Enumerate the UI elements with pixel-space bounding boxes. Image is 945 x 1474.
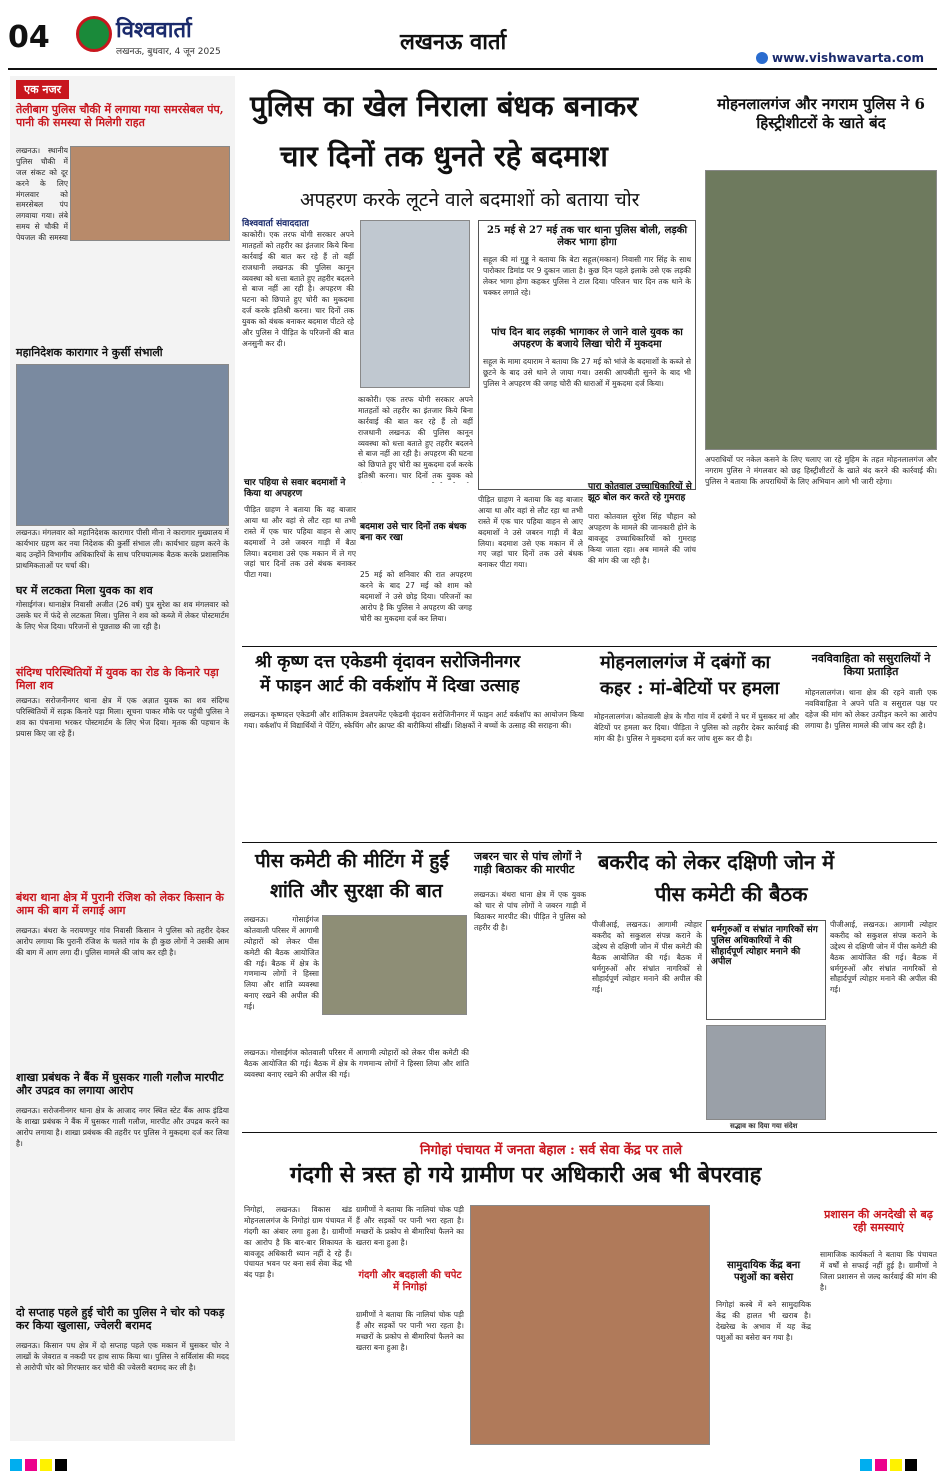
bottom-body-col2: ग्रामीणों ने बताया कि नालियां चोक पड़ी हैं और सड़कों पर पानी भरा रहता है। मच्छरों के प्रकोप से बीमारियां फैलने का खतरा बना हुआ है।: [356, 1205, 464, 1247]
peace-headline-1: पीस कमेटी की मीटिंग में हुई: [255, 850, 449, 872]
masthead: विश्ववार्ता: [116, 17, 192, 43]
dabang-body: मोहनलालगंज। कोतवाली क्षेत्र के गौरा गांव में दबंगों ने घर में घुसकर मां और बेटियों पर हमला कर दिया। पीड़िता ने पुलिस को तहरीर देकर कार्रवाई की मांग की है। पुलिस ने मुकदमा दर्ज कर जांच शुरू कर दी है।: [594, 712, 799, 743]
lead-photo: [360, 220, 470, 388]
peace-headline-2: शांति और सुरक्षा की बात: [270, 880, 443, 902]
bottom-box-sub: सामुदायिक केंद्र बना पशुओं का बसेरा: [726, 1260, 801, 1283]
bottom-body-col2b: ग्रामीणों ने बताया कि नालियां चोक पड़ी हैं और सड़कों पर पानी भरा रहता है। मच्छरों के प्रकोप से बीमारियां फैलने का खतरा बना हुआ है।: [356, 1310, 464, 1352]
navvivahita-headline: नवविवाहिता को ससुरालियों ने किया प्रताड़ित: [811, 652, 931, 679]
story3-headline: घर में लटकता मिला युवक का शव: [16, 584, 153, 597]
page-number: 04: [8, 20, 50, 55]
left-column: [10, 76, 235, 1441]
bakrid-headline-1: बकरीद को लेकर दक्षिणी जोन में: [598, 850, 835, 874]
bottom-headline: गंदगी से त्रस्त हो गये ग्रामीण पर अधिकारी अब भी बेपरवाह: [290, 1162, 762, 1188]
lead-headline-1: पुलिस का खेल निराला बंधक बनाकर: [250, 89, 639, 123]
academy-headline-2: में फाइन आर्ट की वर्कशॉप में दिखा उत्साह: [260, 676, 520, 696]
bakrid-body-2: पीजीआई, लखनऊ। आगामी त्योहार बकरीद को सकुशल संपन्न कराने के उद्देश्य से दक्षिणी जोन में पीस कमेटी की बैठक आयोजित की गई। बैठक में धर्मगुरुओं और संभ्रांत नागरिकों से सौहार्दपूर्ण त्योहार मनाने की अपील की गई।: [830, 920, 937, 995]
story6-headline: शाखा प्रबंधक ने बैंक में घुसकर गाली गलौज मारपीट और उपद्रव का लगाया आरोप: [16, 1071, 224, 1098]
dabang-headline-1: मोहनलालगंज में दबंगों का: [600, 652, 771, 673]
bakrid-body: पीजीआई, लखनऊ। आगामी त्योहार बकरीद को सकुशल संपन्न कराने के उद्देश्य से दक्षिणी जोन में पीस कमेटी की बैठक आयोजित की गई। बैठक में धर्मगुरुओं और संभ्रांत नागरिकों से सौहार्दपूर्ण त्योहार मनाने की अपील की गई।: [592, 920, 702, 995]
website: www.vishwavarta.com: [772, 51, 924, 65]
academy-headline-1: श्री कृष्ण दत्त एकेडमी वृंदावन सरोजिनीनगर: [255, 652, 521, 672]
story1-headline: तेलीबाग पुलिस चौकी में लगाया गया समरसेबल पंप, पानी की समस्या से मिलेगी राहत: [16, 103, 224, 130]
section-title: लखनऊ वार्ता: [400, 29, 507, 55]
bottom-body: निगोहां, लखनऊ। विकास खंड मोहनलालगंज के निगोहां ग्राम पंचायत में गंदगी का अंबार लगा हुआ है। ग्रामीणों का आरोप है कि बार-बार शिकायत के बावजूद अधिकारी ध्यान नहीं दे रहे हैं। पंचायत भवन पर बना सर्व सेवा केंद्र भी बंद पड़ा है।: [244, 1205, 352, 1280]
story2-body: लखनऊ। मंगलवार को महानिदेशक कारागार पीसी मीना ने कारागार मुख्यालय में कार्यभार ग्रहण कर नया निदेशक की कुर्सी संभाल ली। कार्यभार ग्रहण करने के बाद उन्होंने विभागीय अधिकारियों के साथ परिचयात्मक बैठक करके प्रशासनिक प्राथमिकताओं पर चर्चा की।: [16, 528, 229, 570]
peace-body-2: लखनऊ। गोसाईगंज कोतवाली परिसर में आगामी त्योहारों को लेकर पीस कमेटी की बैठक आयोजित की गई। बैठक में क्षेत्र के गणमान्य लोगों ने हिस्सा लिया और शांति व्यवस्था बनाए रखने की अपील की गई।: [244, 1048, 469, 1079]
right-top-headline: मोहनलालगंज और नगराम पुलिस ने 6 हिस्ट्रीशीटरों के खाते बंद: [717, 95, 925, 132]
lead-subheadline: अपहरण करके लूटने वाले बदमाशों को बताया चोर: [300, 189, 640, 211]
bakrid-quote-box: [706, 920, 826, 1020]
globe-icon: [756, 52, 768, 64]
story4-headline: संदिग्ध परिस्थितियों में युवक का रोड के किनारे पड़ा मिला शव: [16, 666, 219, 693]
divider-1: [242, 646, 937, 647]
lead-body3: 25 मई को शनिवार की रात अपहरण करने के बाद 27 मई को शाम को बदमाशों ने उसे छोड़ दिया। परिजनों का आरोप है कि पुलिस ने अपहरण की जगह चोरी का मुकदमा दर्ज कर लिया।: [360, 570, 472, 623]
lead-sub3: पारा कोतवाल उच्चाधिकारियों से झूठ बोल कर करते रहे गुमराह: [588, 482, 692, 503]
story7-headline: दो सप्ताह पहले हुई चोरी का पुलिस ने चोर को पकड़ कर किया खुलासा, ज्वेलरी बरामद: [16, 1306, 225, 1333]
lead-byline: विश्ववार्ता संवाददाता: [242, 219, 309, 229]
story1-body: लखनऊ। स्थानीय पुलिस चौकी में जल संकट को दूर करने के लिए मंगलवार को समरसेबल पंप लगवाया गया। लंबे समय से चौकी में पेयजल की समस्या: [16, 146, 68, 241]
story5-headline: बंथरा थाना क्षेत्र में पुरानी रंजिश को लेकर किसान के आम की बाग में लगाई आग: [16, 891, 224, 918]
ek-nazar-tag: एक नजर: [16, 80, 69, 99]
story7-body: लखनऊ। किसान पथ क्षेत्र में दो सप्ताह पहले एक मकान में घुसकर चोर ने लाखों के जेवरात व नकदी पर हाथ साफ किया था। पुलिस ने सर्विलांस की मदद से आरोपी चोर को गिरफ्तार कर चोरी की ज्वेलरी बरामद कर ली है।: [16, 1341, 229, 1372]
story2-photo: [16, 364, 229, 526]
bakrid-quote: धर्मगुरुओं व संभ्रांत नागरिकों संग पुलिस अधिकारियों ने की सौहार्दपूर्ण त्योहार मनाने की अपील: [711, 925, 818, 968]
lead-box-headline: 25 मई से 27 मई तक चार थाना पुलिस बोली, लड़की लेकर भागा होगा: [486, 225, 688, 248]
navvivahita-body: मोहनलालगंज। थाना क्षेत्र की रहने वाली एक नवविवाहिता ने अपने पति व ससुराल पक्ष पर दहेज की मांग को लेकर उत्पीड़न करने का आरोप लगाया है। पुलिस मामले की जांच कर रही है।: [805, 688, 937, 730]
right-top-photo: [705, 170, 937, 450]
story3-body: गोसाईगंज। थानाक्षेत्र निवासी अजीत (26 वर्ष) पुत्र सुरेश का शव मंगलवार को उसके घर में फंदे से लटकता मिला। पुलिस ने शव को कब्जे में लेकर पोस्टमार्टम के लिए भेज दिया। परिजनों से पूछताछ की जा रही है।: [16, 600, 229, 631]
jabran-body: लखनऊ। बंथरा थाना क्षेत्र में एक युवक को चार से पांच लोगों ने जबरन गाड़ी में बिठाकर मारपीट की। पीड़ित ने पुलिस को तहरीर दी है।: [474, 890, 586, 932]
jabran-headline: जबरन चार से पांच लोगों ने गाड़ी बिठाकर की मारपीट: [474, 850, 582, 877]
story6-body: लखनऊ। सरोजनीनगर थाना क्षेत्र के आजाद नगर स्थित स्टेट बैंक आफ इंडिया के शाखा प्रबंधक ने बैंक में घुसकर गाली गलौज, मारपीट और उपद्रव करने का आरोप लगाया है। शाखा प्रबंधक की तहरीर पर पुलिस ने मुकदमा दर्ज कर लिया है।: [16, 1106, 229, 1148]
bottom-kicker: निगोहां पंचायत में जनता बेहाल : सर्व सेवा केंद्र पर ताले: [420, 1143, 683, 1158]
dabang-headline-2: कहर : मां-बेटियों पर हमला: [600, 678, 780, 699]
lead-box-sub: पांच दिन बाद लड़की भागाकर ले जाने वाले युवक का अपहरण के बजाये लिखा चोरी में मुकदमा: [491, 327, 683, 350]
story4-body: लखनऊ। सरोजनीनगर थाना क्षेत्र में एक अज्ञात युवक का शव संदिग्ध परिस्थितियों में सड़क किनारे पड़ा मिला। सूचना पाकर मौके पर पहुंची पुलिस ने शव का पंचनामा भरकर पोस्टमार्टम के लिए भेज दिया। मृतक की पहचान के प्रयास किए जा रहे हैं।: [16, 696, 229, 738]
bottom-right-body: सामाजिक कार्यकर्ता ने बताया कि पंचायत में वर्षों से सफाई नहीं हुई है। ग्रामीणों ने जिला प्रशासन से जल्द कार्रवाई की मांग की है।: [820, 1250, 937, 1292]
lead-sub2: बदमाश उसे चार दिनों तक बंधक बना कर रखा: [360, 522, 467, 543]
divider-3: [242, 1132, 937, 1133]
bakrid-headline-2: पीस कमेटी की बैठक: [655, 882, 808, 906]
peace-body: लखनऊ। गोसाईगंज कोतवाली परिसर में आगामी त्योहारों को लेकर पीस कमेटी की बैठक आयोजित की गई। बैठक में क्षेत्र के गणमान्य लोगों ने हिस्सा लिया और शांति व्यवस्था बनाए रखने की अपील की गई।: [244, 915, 319, 1011]
lead-sub1: चार पहिया से सवार बदमाशों ने किया था अपहरण: [244, 478, 346, 499]
bakrid-caption: सद्भाव का दिया गया संदेश: [730, 1122, 798, 1130]
bottom-right-headline: प्रशासन की अनदेखी से बढ़ रही समस्याएं: [824, 1208, 933, 1235]
lead-body-col3: पीड़ित ग्राहण ने बताया कि वह बाजार आया था और वहां से लौट रहा था तभी रास्ते में एक चार पहिया वाहन से आए बदमाशों ने उसे जबरन गाड़ी में बैठा लिया। बदमाश उसे एक मकान में ले गए जहां चार दिनों तक उसे बंधक बनाकर पीटा गया।: [478, 495, 583, 570]
lead-box-body2: सहूल के मामा दयाराम ने बताया कि 27 मई को भांजे के बदमाशों के कब्जे से छूटने के बाद उसे थाने ले जाया गया। उसकी आपबीती सुनने के बाद भी पुलिस ने अपहरण की जगह चोरी की धाराओं में मुकदमा दर्ज किया।: [483, 357, 691, 388]
lead-body2: पीड़ित ग्राहण ने बताया कि वह बाजार आया था और वहां से लौट रहा था तभी रास्ते में एक चार पहिया वाहन से आए बदमाशों ने उसे जबरन गाड़ी में बैठा लिया। बदमाश उसे एक मकान में ले गए जहां चार दिनों तक उसे बंधक बनाकर पीटा गया।: [244, 505, 356, 580]
peace-photo: [322, 915, 467, 1015]
lead-body-col2: काकोरी। एक तरफ योगी सरकार अपने मातहतों को तहरीर का इंतजार किये बिना कार्रवाई की बात कर रहे हैं तो वहीं राजधानी लखनऊ की पुलिस कानून व्यवस्था को धत्ता बताते हुए तहरीर बदलने से बाज नहीं आ रही है। अपहरण की घटना को छिपाते हुए चोरी का मुकदमा दर्ज करके इतिश्री करना। चार दिनों तक युवक को: [358, 395, 473, 481]
lead-headline-2: चार दिनों तक धुनते रहे बदमाश: [280, 139, 608, 173]
academy-body: लखनऊ। कृष्णदत्त एकेडमी और शांतिकाम डेवलपमेंट एकेडमी वृंदावन सरोजिनीनगर में फाइन आर्ट वर्कशॉप का आयोजन किया गया। वर्कशॉप में विद्यार्थियों ने पेंटिंग, स्केचिंग और क्राफ्ट की बारीकियां सीखीं। शिक्षकों ने बच्चों के उत्साह की सराहना की।: [244, 710, 584, 730]
lead-box: [478, 220, 696, 490]
bakrid-photo: [706, 1025, 826, 1120]
bottom-sub: गंदगी और बदहाली की चपेट में निगोहां: [358, 1270, 462, 1293]
bottom-photo: [470, 1205, 710, 1445]
color-registration-bar-right: [860, 1456, 920, 1474]
right-top-body: अपराधियों पर नकेल कसने के लिए चलाए जा रहे मुहिम के तहत मोहनलालगंज और नगराम पुलिस ने मंगलवार को छह हिस्ट्रीशीटरों के खाते बंद करने की कार्रवाई की। पुलिस ने बताया कि अपराधियों के लिए अभियान आगे भी जारी रहेगा।: [705, 455, 937, 486]
lead-body4: पारा कोतवाल सुरेश सिंह चौहान को अपहरण के मामले की जानकारी होने के बावजूद उच्चाधिकारियों को गुमराह किया जाता रहा। अब मामले की जांच की मांग की जा रही है।: [588, 512, 696, 565]
story5-body: लखनऊ। बंथरा के नरायणपुर गांव निवासी किसान ने पुलिस को तहरीर देकर आरोप लगाया कि पुरानी रंजिश के चलते गांव के ही कुछ लोगों ने उसकी आम की बाग में आग लगा दी। पुलिस मामले की जांच कर रही है।: [16, 926, 229, 957]
logo-icon: [76, 16, 112, 52]
story1-photo: [70, 146, 230, 241]
lead-box-body: सहूल की मां गुड्डू ने बताया कि बेटा सहूल(मकान) निवासी गार सिंह के साथ पारोकार डिमांड पर 9 दुकान जाता है। कुछ दिन पहले इलाके उसे एक लड़की लेकर भागा होगा कहकर पुलिस ने टाल दिया। परिजन चार दिन तक थाने के चक्कर लगाते रहे।: [483, 255, 691, 297]
header-rule: [8, 68, 937, 70]
story2-headline: महानिदेशक कारागार ने कुर्सी संभाली: [16, 346, 163, 359]
divider-2: [242, 842, 937, 843]
dateline: लखनऊ, बुधवार, 4 जून 2025: [116, 47, 221, 57]
bottom-box-body: निगोहां कस्बे में बने सामुदायिक केंद्र की हालत भी खराब है। देखरेख के अभाव में यह केंद्र पशुओं का बसेरा बन गया है।: [716, 1300, 811, 1342]
lead-body: काकोरी। एक तरफ योगी सरकार अपने मातहतों को तहरीर का इंतजार किये बिना कार्रवाई की बात कर रहे हैं तो वहीं राजधानी लखनऊ की पुलिस कानून व्यवस्था को धत्ता बताते हुए तहरीर बदलने से बाज नहीं आ रही है। अपहरण की घटना को छिपाते हुए चोरी का मुकदमा दर्ज करके इतिश्री करना। चार दिनों तक युवक को बंधक बनाकर बदमाश पीटते रहे और पुलिस ने पीड़ित के परिजनों की बात अनसुनी कर दी।: [242, 230, 354, 348]
color-registration-bar: [10, 1456, 70, 1474]
